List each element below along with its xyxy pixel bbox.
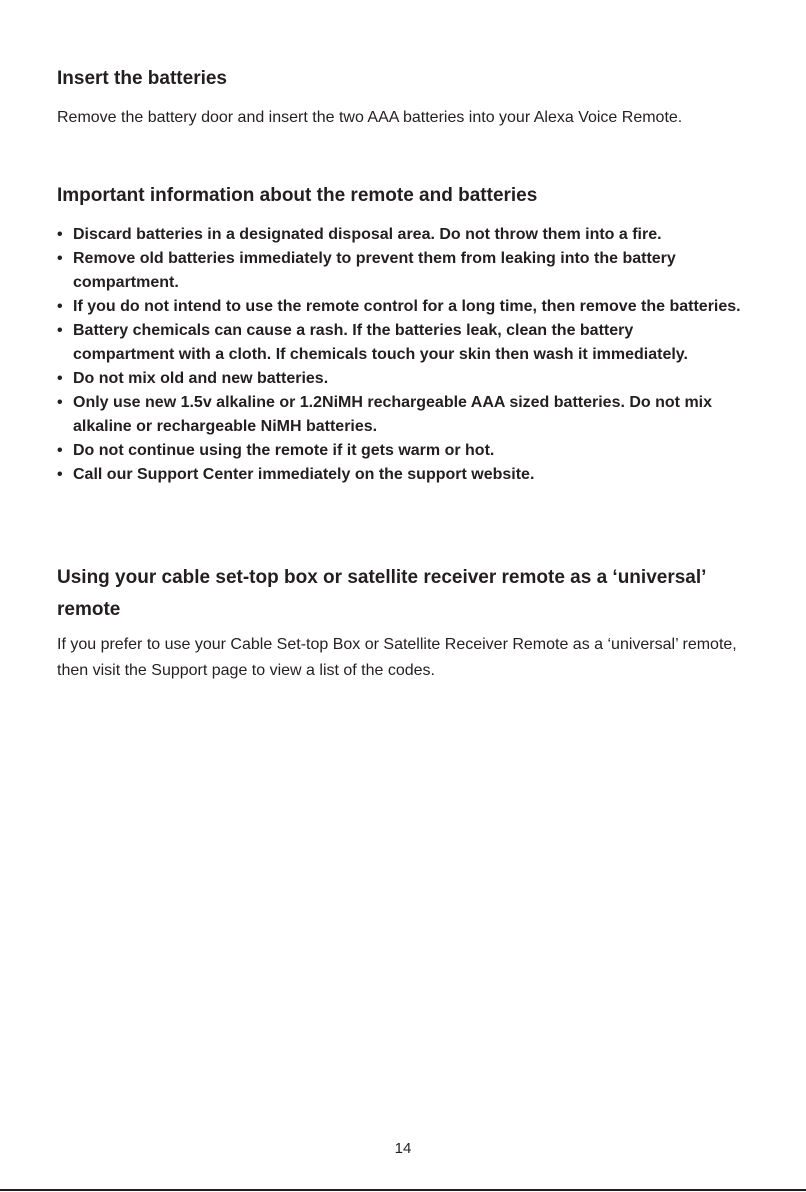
bullet-icon: • [57, 466, 63, 483]
list-item: • Call our Support Center immediately on the support website. [57, 463, 757, 487]
bullet-icon: • [57, 442, 63, 459]
bullet-icon: • [57, 298, 63, 315]
battery-safety-list [57, 223, 757, 487]
bottom-divider [0, 1189, 806, 1191]
list-item: • Discard batteries in a designated disposal area. Do not throw them into a fire. [57, 223, 757, 247]
page-number: 14 [394, 1140, 412, 1157]
heading-universal-remote: Using your cable set-top box or satellite receiver remote as a ‘universal’ remote [57, 567, 706, 620]
paragraph-universal-remote: If you prefer to use your Cable Set-top Box or Satellite Receiver Remote as a ‘universal’ remote, then visit the Support page to view a list of the codes. [57, 636, 737, 679]
heading-important-information: Important information about the remote and batteries [57, 185, 538, 206]
list-item: • Do not continue using the remote if it gets warm or hot. [57, 439, 757, 463]
bullet-icon: • [57, 394, 63, 411]
bullet-icon: • [57, 322, 63, 339]
paragraph-insert-batteries: Remove the battery door and insert the two AAA batteries into your Alexa Voice Remote. [57, 109, 683, 126]
bullet-icon: • [57, 250, 63, 267]
list-item: • If you do not intend to use the remote control for a long time, then remove the batteries. [57, 295, 757, 319]
list-item: • Remove old batteries immediately to prevent them from leaking into the battery compartment. [57, 247, 757, 295]
list-item: • Only use new 1.5v alkaline or 1.2NiMH rechargeable AAA sized batteries. Do not mix alkaline or rechargeable NiMH batteries. [57, 391, 757, 439]
bullet-icon: • [57, 226, 63, 243]
list-item: • Battery chemicals can cause a rash. If the batteries leak, clean the battery compartment with a cloth. If chemicals touch your skin then wash it immediately. [57, 319, 757, 367]
bullet-icon: • [57, 370, 63, 387]
heading-insert-batteries: Insert the batteries [57, 68, 227, 89]
list-item: • Do not mix old and new batteries. [57, 367, 757, 391]
